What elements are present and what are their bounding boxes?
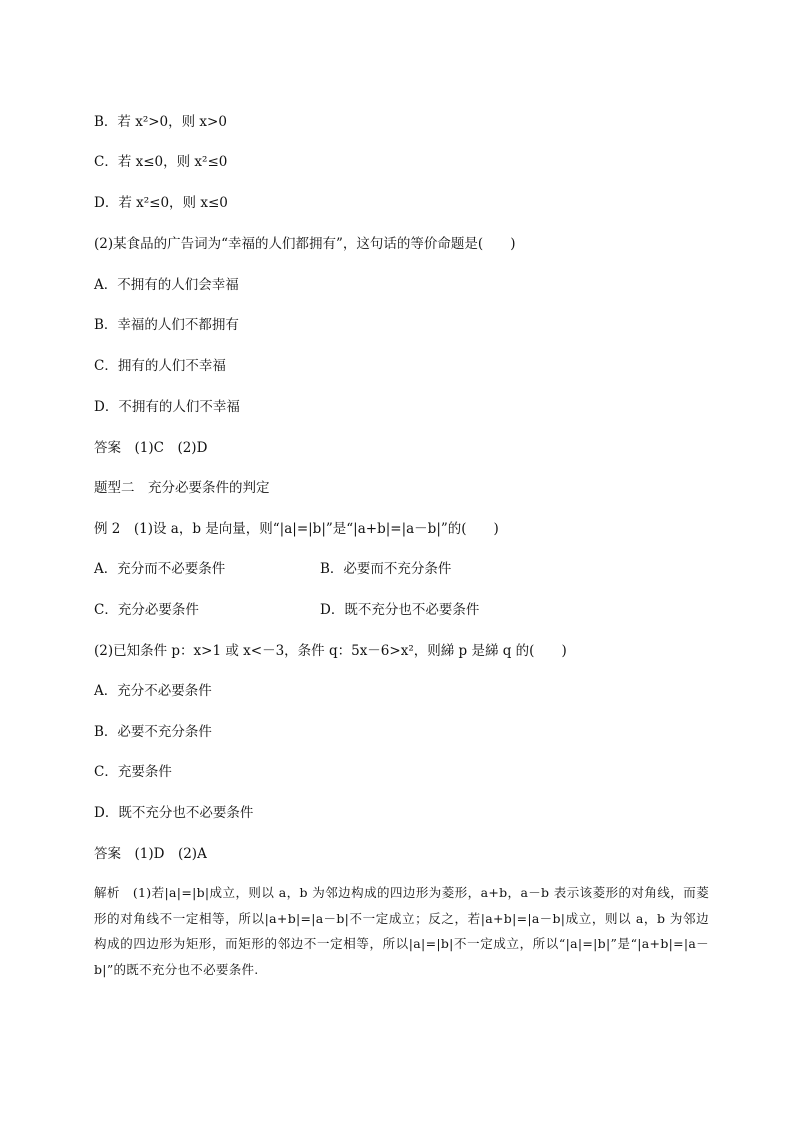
- section-heading-type-2: 题型二 充分必要条件的判定: [94, 480, 270, 496]
- example-2-question-1: 例 2 (1)设 a，b 是向量，则“|a|=|b|”是“|a+b|=|a－b|”的( ): [94, 521, 499, 537]
- answer-example-1: 答案 (1)C (2)D: [94, 440, 208, 456]
- option-d-x-squared-nonpositive: D．若 x²≤0，则 x≤0: [94, 195, 228, 211]
- option-b-happiness: B．幸福的人们不都拥有: [94, 317, 239, 333]
- option-c-vectors: C．充分必要条件: [94, 602, 199, 618]
- question-2-advertisement: (2)某食品的广告词为“幸福的人们都拥有”，这句话的等价命题是( ): [94, 236, 516, 252]
- example-2-question-2: (2)已知条件 p：x>1 或 x<－3，条件 q：5x－6>x²，则綈 p 是綈 q 的( ): [94, 643, 567, 659]
- option-b-conditions: B．必要不充分条件: [94, 724, 212, 740]
- option-a-vectors: A．充分而不必要条件: [94, 561, 226, 577]
- option-d-vectors: D．既不充分也不必要条件: [320, 602, 480, 618]
- option-c-happiness: C．拥有的人们不幸福: [94, 358, 226, 374]
- option-c-x-nonpositive: C．若 x≤0，则 x²≤0: [94, 154, 228, 170]
- option-c-conditions: C．充要条件: [94, 764, 172, 780]
- analysis-paragraph: 解析 (1)若|a|=|b|成立，则以 a，b 为邻边构成的四边形为菱形，a+b，a－b 表示该菱形的对角线，而菱形的对角线不一定相等，所以|a+b|=|a－b|不一定成立；反之，若|a+b|=|a－b|成立，则以 a，b 为邻边构成的四边形为矩形，而矩形的邻边不一定相等，所以|a|=|b|不一定成立，所以“|a|=|b|”是“|a+b|=|a－b|”的既不充分也不必要条件.: [94, 885, 709, 977]
- option-b-x-squared-positive: B．若 x²>0，则 x>0: [94, 114, 227, 130]
- answer-example-2: 答案 (1)D (2)A: [94, 846, 207, 862]
- option-a-happiness: A．不拥有的人们会幸福: [94, 277, 239, 293]
- option-d-happiness: D．不拥有的人们不幸福: [94, 399, 240, 415]
- option-b-vectors: B．必要而不充分条件: [320, 561, 452, 577]
- option-d-conditions: D．既不充分也不必要条件: [94, 805, 254, 821]
- option-a-conditions: A．充分不必要条件: [94, 683, 212, 699]
